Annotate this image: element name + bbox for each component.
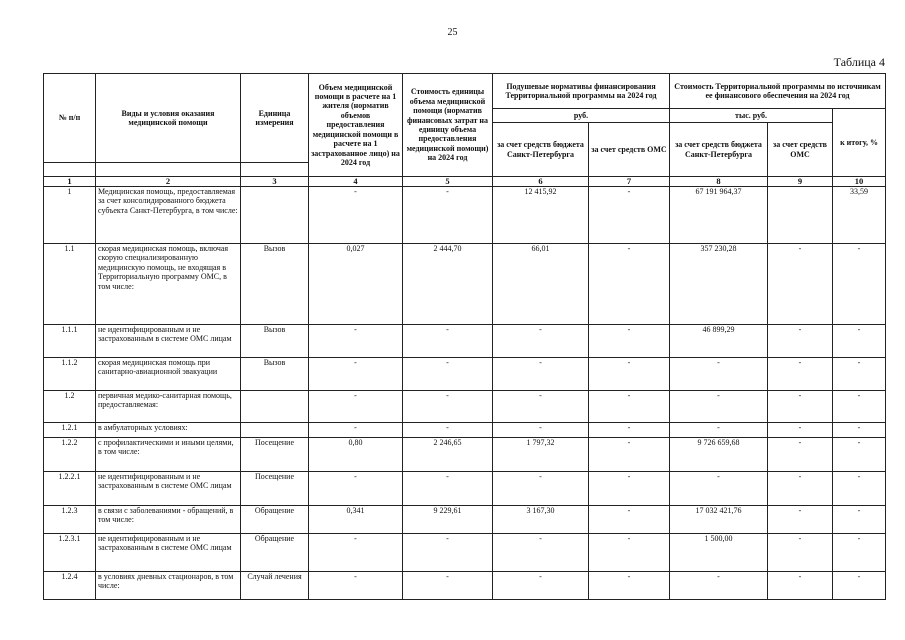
row-total-budget: - (670, 423, 768, 438)
row-name: не идентифицированным и не застрахованным в системе ОМС лицам (96, 472, 241, 506)
col-number: 2 (96, 177, 241, 187)
table-row (44, 572, 886, 600)
table-row (44, 187, 886, 244)
row-number: 1.2.2 (44, 438, 96, 472)
row-percapita-budget: - (493, 572, 589, 600)
row-percapita-oms: - (589, 391, 670, 423)
row-name: в условиях дневных стационаров, в том числе: (96, 572, 241, 600)
row-percapita-budget: 12 415,92 (493, 187, 589, 244)
row-total-oms: - (768, 358, 833, 391)
col-number: 9 (768, 177, 833, 187)
col-number: 10 (833, 177, 886, 187)
row-cost: - (403, 534, 493, 572)
row-total-budget: 67 191 964,37 (670, 187, 768, 244)
row-pct: - (833, 244, 886, 325)
table-row (44, 506, 886, 534)
row-name: скорая медицинская помощь при санитарно-авиационной эвакуации (96, 358, 241, 391)
row-volume: 0,027 (309, 244, 403, 325)
row-unit: Вызов (241, 358, 309, 391)
row-volume: - (309, 423, 403, 438)
row-unit: Посещение (241, 438, 309, 472)
row-percapita-oms: - (589, 325, 670, 358)
row-total-oms: - (768, 534, 833, 572)
col-number: 4 (309, 177, 403, 187)
row-name: не идентифицированным и не застрахованным в системе ОМС лицам (96, 534, 241, 572)
row-percapita-oms: - (589, 472, 670, 506)
row-number: 1.1.2 (44, 358, 96, 391)
row-unit: Посещение (241, 472, 309, 506)
row-name: с профилактическими и иными целями, в том числе: (96, 438, 241, 472)
row-number: 1.2 (44, 391, 96, 423)
row-cost: 2 444,70 (403, 244, 493, 325)
row-pct: - (833, 534, 886, 572)
row-percapita-budget: 66,01 (493, 244, 589, 325)
row-pct: - (833, 325, 886, 358)
row-number: 1 (44, 187, 96, 244)
row-total-budget: - (670, 572, 768, 600)
table-caption: Таблица 4 (833, 55, 885, 69)
header-cost: Стоимость единицы объема медицинской помощи (норматив финансовых затрат на единицу объема предоставления медицинской помощи) на 2024 год (403, 74, 493, 177)
row-total-budget: 46 899,29 (670, 325, 768, 358)
row-unit: Вызов (241, 244, 309, 325)
header-blank-1 (44, 163, 96, 177)
row-percapita-budget: - (493, 534, 589, 572)
row-unit: Обращение (241, 534, 309, 572)
row-pct: - (833, 358, 886, 391)
row-total-oms: - (768, 506, 833, 534)
row-percapita-oms: - (589, 572, 670, 600)
col-number: 6 (493, 177, 589, 187)
row-cost: 9 229,61 (403, 506, 493, 534)
row-percapita-budget: - (493, 423, 589, 438)
row-percapita-oms: - (589, 534, 670, 572)
row-total-budget: - (670, 391, 768, 423)
row-total-oms: - (768, 472, 833, 506)
col-number: 5 (403, 177, 493, 187)
row-volume: - (309, 534, 403, 572)
row-total-oms: - (768, 438, 833, 472)
row-volume: - (309, 358, 403, 391)
row-total-budget: - (670, 358, 768, 391)
row-name: в амбулаторных условиях: (96, 423, 241, 438)
col-number: 3 (241, 177, 309, 187)
row-total-oms: - (768, 423, 833, 438)
territorial-program-table (43, 73, 886, 600)
table-row (44, 534, 886, 572)
row-cost: - (403, 572, 493, 600)
row-volume: 0,341 (309, 506, 403, 534)
row-total-oms: - (768, 325, 833, 358)
header-percapita-unit: руб. (493, 109, 670, 123)
row-cost: - (403, 423, 493, 438)
row-cost: - (403, 358, 493, 391)
row-pct: - (833, 423, 886, 438)
row-name: Медицинская помощь, предоставляемая за счет консолидированного бюджета субъекта Санкт-Петербурга, в том числе: (96, 187, 241, 244)
row-cost: - (403, 325, 493, 358)
header-t-oms: за счет средств ОМС (768, 123, 833, 177)
row-percapita-oms: - (589, 358, 670, 391)
table-row (44, 472, 886, 506)
header-blank-2 (96, 163, 241, 177)
header-total-unit: тыс. руб. (670, 109, 833, 123)
row-percapita-budget: - (493, 325, 589, 358)
col-number: 1 (44, 177, 96, 187)
row-number: 1.2.3.1 (44, 534, 96, 572)
row-number: 1.2.4 (44, 572, 96, 600)
header-pct: к итогу, % (833, 109, 886, 177)
row-name: скорая медицинская помощь, включая скорую специализированную медицинскую помощь, не входящая в Территориальную программу ОМС, в том числе: (96, 244, 241, 325)
row-percapita-oms: - (589, 187, 670, 244)
page-number: 25 (447, 27, 458, 38)
row-total-budget: 9 726 659,68 (670, 438, 768, 472)
row-volume: - (309, 187, 403, 244)
row-cost: - (403, 187, 493, 244)
row-number: 1.1.1 (44, 325, 96, 358)
row-number: 1.1 (44, 244, 96, 325)
row-name: не идентифицированным и не застрахованным в системе ОМС лицам (96, 325, 241, 358)
row-volume: - (309, 391, 403, 423)
table-row (44, 438, 886, 472)
table-row (44, 325, 886, 358)
row-cost: - (403, 391, 493, 423)
col-number: 8 (670, 177, 768, 187)
header-volume: Объем медицинской помощи в расчете на 1 жителя (норматив объемов предоставления медицинской помощи в расчете на 1 застрахованное лицо) на 2024 год (309, 74, 403, 177)
table-row (44, 391, 886, 423)
header-pc-budget: за счет средств бюджета Санкт-Петербурга (493, 123, 589, 177)
row-volume: - (309, 572, 403, 600)
header-types: Виды и условия оказания медицинской помощи (96, 74, 241, 163)
row-name: в связи с заболеваниями - обращений, в том числе: (96, 506, 241, 534)
row-unit: Вызов (241, 325, 309, 358)
row-pct: - (833, 506, 886, 534)
header-pc-oms: за счет средств ОМС (589, 123, 670, 177)
row-percapita-budget: 3 167,30 (493, 506, 589, 534)
header-t-budget: за счет средств бюджета Санкт-Петербурга (670, 123, 768, 177)
row-percapita-oms: - (589, 438, 670, 472)
row-pct: - (833, 572, 886, 600)
row-total-oms (768, 187, 833, 244)
row-pct: - (833, 438, 886, 472)
row-unit (241, 187, 309, 244)
row-total-budget: 357 230,28 (670, 244, 768, 325)
row-cost: 2 246,65 (403, 438, 493, 472)
row-volume: - (309, 325, 403, 358)
row-cost: - (403, 472, 493, 506)
row-number: 1.2.1 (44, 423, 96, 438)
row-pct: - (833, 391, 886, 423)
row-number: 1.2.3 (44, 506, 96, 534)
row-percapita-oms: - (589, 244, 670, 325)
row-unit (241, 423, 309, 438)
row-name: первичная медико-санитарная помощь, предоставляемая: (96, 391, 241, 423)
header-percapita: Подушевые нормативы финансирования Территориальной программы на 2024 год (493, 74, 670, 109)
row-percapita-budget: - (493, 391, 589, 423)
col-number: 7 (589, 177, 670, 187)
row-total-oms: - (768, 244, 833, 325)
row-volume: 0,80 (309, 438, 403, 472)
row-unit: Случай лечения (241, 572, 309, 600)
row-unit (241, 391, 309, 423)
header-num: № п/п (44, 74, 96, 163)
row-percapita-budget: - (493, 358, 589, 391)
row-pct: 33,59 (833, 187, 886, 244)
table-row (44, 423, 886, 438)
row-total-budget: 1 500,00 (670, 534, 768, 572)
table-row (44, 358, 886, 391)
header-unit: Единица измерения (241, 74, 309, 163)
header-total: Стоимость Территориальной программы по источникам ее финансового обеспечения на 2024 год (670, 74, 886, 109)
row-percapita-oms: - (589, 506, 670, 534)
row-percapita-budget: - (493, 472, 589, 506)
header-blank-3 (241, 163, 309, 177)
row-total-budget: - (670, 472, 768, 506)
table-row (44, 244, 886, 325)
row-percapita-oms: - (589, 423, 670, 438)
row-pct: - (833, 472, 886, 506)
row-volume: - (309, 472, 403, 506)
row-total-oms: - (768, 391, 833, 423)
row-total-oms: - (768, 572, 833, 600)
row-total-budget: 17 032 421,76 (670, 506, 768, 534)
row-unit: Обращение (241, 506, 309, 534)
row-percapita-budget: 1 797,32 (493, 438, 589, 472)
row-number: 1.2.2.1 (44, 472, 96, 506)
